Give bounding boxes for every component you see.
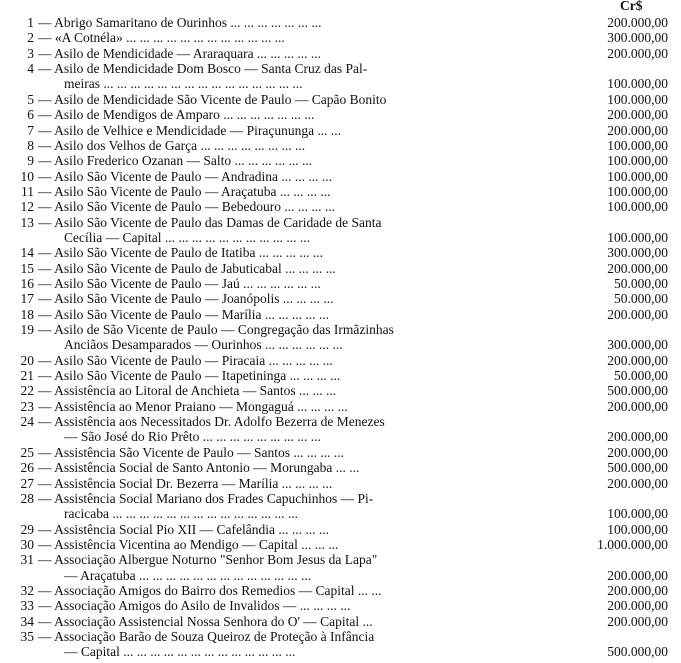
entry-row <box>0 245 681 260</box>
entry-amount: 200.000,00 <box>607 352 668 368</box>
entry-row <box>0 291 681 306</box>
entry-amount: 500.000,00 <box>607 460 668 476</box>
entry-row <box>0 307 681 322</box>
entry-row <box>0 537 681 552</box>
entry-number: 24 <box>20 414 34 430</box>
entry-amount: 50.000,00 <box>614 275 668 291</box>
entry-text: — Asilo de Mendigos de Amparo ... ... ... ... ... ... ... <box>38 107 315 123</box>
entry-row <box>0 368 681 383</box>
entry-text: — Capital ... ... ... ... ... ... ... ... ... ... ... ... ... <box>64 644 296 660</box>
entry-text: — Asilo São Vicente de Paulo — Andradina ... ... ... ... <box>38 168 333 184</box>
entry-text: — São José do Rio Prêto ... ... ... ... ... ... ... ... ... <box>64 429 321 445</box>
entry-text: — Assistência São Vicente de Paulo — Santos ... ... ... ... <box>38 444 345 460</box>
entry-text: — Asilo São Vicente de Paulo — Araçatuba ... ... ... ... <box>38 183 331 199</box>
entry-row <box>0 552 681 567</box>
entry-number: 17 <box>20 291 34 307</box>
entry-row <box>0 276 681 291</box>
entry-text: — Assistência Social Pio XII — Cafelândia ... ... ... ... <box>38 521 329 537</box>
entry-text: — Associação Albergue Noturno "Senhor Bom Jesus da Lapa" <box>38 552 378 568</box>
entry-row <box>0 30 681 45</box>
entry-number: 12 <box>20 199 34 215</box>
entry-text: — Asilo de Mendicidade — Araraquara ... ... ... ... ... <box>38 45 322 61</box>
entry-number: 5 <box>27 91 34 107</box>
entry-text: — Assistência ao Menor Praiano — Mongaguá ... ... ... ... <box>38 398 348 414</box>
entry-row <box>0 199 681 214</box>
entry-amount: 200.000,00 <box>607 567 668 583</box>
entry-row <box>0 61 681 76</box>
entry-row <box>0 629 681 644</box>
entry-number: 26 <box>20 460 34 476</box>
entry-amount: 200.000,00 <box>607 398 668 414</box>
entry-text: — Assistência Social de Santo Antonio — Morungaba ... ... <box>38 460 360 476</box>
entry-amount: 200.000,00 <box>607 444 668 460</box>
entry-number: 3 <box>27 45 34 61</box>
entry-row <box>0 215 681 230</box>
entry-amount: 200.000,00 <box>607 107 668 123</box>
entry-amount: 200.000,00 <box>607 260 668 276</box>
entry-text: — Associação Amigos do Asilo de Invalidos — ... ... ... ... <box>38 598 351 614</box>
entry-text: Anciãos Desamparados — Ourinhos ... ... ... ... ... ... <box>64 337 343 353</box>
entry-row <box>0 414 681 429</box>
entry-row <box>0 491 681 506</box>
entry-row-continuation <box>0 337 681 352</box>
entry-amount: 100.000,00 <box>607 506 668 522</box>
entry-amount: 200.000,00 <box>607 45 668 61</box>
entry-number: 8 <box>27 137 34 153</box>
entry-text: — Asilo de Mendicidade Dom Bosco — Santa Cruz das Pal- <box>38 61 368 76</box>
entry-text: — Asilo de São Vicente de Paulo — Congregação das Irmãzinhas <box>38 322 394 337</box>
entry-amount: 50.000,00 <box>614 291 668 307</box>
entry-amount: 200.000,00 <box>607 15 668 30</box>
entry-row <box>0 383 681 398</box>
entry-text: — Associação Assistencial Nossa Senhora do O' — Capital ... <box>38 613 373 629</box>
entry-row-continuation <box>0 644 681 659</box>
entry-number: 1 <box>27 15 34 30</box>
entry-number: 23 <box>20 398 34 414</box>
entry-row <box>0 261 681 276</box>
entry-amount: 100.000,00 <box>607 229 668 245</box>
entry-row-continuation <box>0 568 681 583</box>
entry-text: — Asilo Frederico Ozanan — Salto ... ... ... ... ... ... <box>38 153 313 169</box>
entry-text: — «A Cotnéla» ... ... ... ... ... ... ... ... ... ... ... ... <box>38 30 285 46</box>
entry-text: — Asilo de Mendicidade São Vicente de Paulo — Capão Bonito <box>38 91 387 107</box>
entry-amount: 100.000,00 <box>607 153 668 169</box>
entry-text: — Assistência Social Mariano dos Frades Capuchinhos — Pi- <box>38 490 374 506</box>
entry-row <box>0 583 681 598</box>
entry-number: 14 <box>20 245 34 261</box>
entry-amount: 1.000.000,00 <box>597 536 668 552</box>
entry-amount: 100.000,00 <box>607 91 668 107</box>
entry-text: — Assistência Social Dr. Bezerra — Marília ... ... ... ... <box>38 475 333 491</box>
entry-number: 4 <box>27 61 34 76</box>
entry-text: — Assistência aos Necessitados Dr. Adolfo Bezerra de Menezes <box>38 414 385 430</box>
entry-text: meiras ... ... ... ... ... ... ... ... ... ... ... ... ... ... ... <box>64 76 303 92</box>
entry-amount: 200.000,00 <box>607 598 668 614</box>
entry-amount: 100.000,00 <box>607 168 668 184</box>
entry-text: — Asilo São Vicente de Paulo — Piracaia ... ... ... ... ... <box>38 352 333 368</box>
entry-number: 10 <box>20 168 34 184</box>
entry-amount: 300.000,00 <box>607 245 668 261</box>
entry-number: 27 <box>20 475 34 491</box>
entry-row <box>0 153 681 168</box>
entry-number: 16 <box>20 275 34 291</box>
entry-row-continuation <box>0 429 681 444</box>
entry-text: Cecília — Capital ... ... ... ... ... ... ... ... ... ... ... <box>64 229 310 245</box>
entry-number: 21 <box>20 368 34 384</box>
entry-text: — Asilo São Vicente de Paulo — Joanópolis ... ... ... ... <box>38 291 334 307</box>
entry-text: — Assistência Vicentina ao Mendigo — Capital ... ... ... <box>38 536 339 552</box>
entry-row <box>0 522 681 537</box>
entry-amount: 100.000,00 <box>607 76 668 92</box>
entry-row <box>0 92 681 107</box>
entry-amount: 100.000,00 <box>607 183 668 199</box>
entry-amount: 50.000,00 <box>614 368 668 384</box>
entry-number: 18 <box>20 306 34 322</box>
entry-number: 2 <box>27 30 34 46</box>
entry-row <box>0 46 681 61</box>
entry-text: — Asilo São Vicente de Paulo — Marília ... ... ... ... ... <box>38 306 330 322</box>
entry-amount: 100.000,00 <box>607 137 668 153</box>
entry-number: 28 <box>20 490 34 506</box>
entry-text: — Asilo São Vicente de Paulo — Itapetininga ... ... ... ... <box>38 368 341 384</box>
entry-row <box>0 445 681 460</box>
entry-number: 33 <box>20 598 34 614</box>
entry-text: — Asilo São Vicente de Paulo — Bebedouro ... ... ... ... <box>38 199 336 215</box>
entry-row-continuation <box>0 76 681 91</box>
entry-number: 34 <box>20 613 34 629</box>
entry-number: 25 <box>20 444 34 460</box>
entry-row <box>0 123 681 138</box>
entry-amount: 100.000,00 <box>607 199 668 215</box>
entry-row <box>0 614 681 629</box>
entry-text: — Associação Amigos do Bairro dos Remedios — Capital ... ... <box>38 582 382 598</box>
entry-amount: 200.000,00 <box>607 429 668 445</box>
entry-row <box>0 476 681 491</box>
entry-amount: 300.000,00 <box>607 30 668 46</box>
entry-text: — Araçatuba ... ... ... ... ... ... ... ... ... ... ... ... ... <box>64 567 312 583</box>
entry-text: racicaba ... ... ... ... ... ... ... ... ... ... ... ... ... ... <box>64 506 298 522</box>
entry-text: — Assistência ao Litoral de Anchieta — Santos ... ... ... <box>38 383 337 399</box>
entry-amount: 200.000,00 <box>607 582 668 598</box>
entry-amount: 300.000,00 <box>607 337 668 353</box>
entry-text: — Asilo São Vicente de Paulo de Itatiba ... ... ... ... ... <box>38 245 324 261</box>
entry-number: 30 <box>20 536 34 552</box>
entry-number: 31 <box>20 552 34 568</box>
entry-row-continuation <box>0 506 681 521</box>
entry-amount: 100.000,00 <box>607 521 668 537</box>
entry-row <box>0 184 681 199</box>
entry-number: 15 <box>20 260 34 276</box>
entry-row <box>0 353 681 368</box>
entry-number: 32 <box>20 582 34 598</box>
entry-amount: 200.000,00 <box>607 122 668 138</box>
entry-row <box>0 107 681 122</box>
entry-row <box>0 598 681 613</box>
entry-number: 13 <box>20 214 34 230</box>
entry-number: 29 <box>20 521 34 537</box>
entry-number: 11 <box>21 183 34 199</box>
entry-text: — Abrigo Samaritano de Ourinhos ... ... ... ... ... ... ... <box>38 15 322 30</box>
entry-number: 35 <box>20 629 34 644</box>
entry-row-continuation <box>0 230 681 245</box>
entry-text: — Asilo dos Velhos de Garça ... ... ... ... ... ... ... ... <box>38 137 306 153</box>
entry-number: 7 <box>27 122 34 138</box>
entry-amount: 500.000,00 <box>607 383 668 399</box>
entry-amount: 200.000,00 <box>607 613 668 629</box>
entry-row <box>0 460 681 475</box>
entry-text: — Associação Barão de Souza Queiroz de Proteção à Infância <box>38 629 375 644</box>
entry-number: 6 <box>27 107 34 123</box>
entry-text: — Asilo São Vicente de Paulo das Damas de Caridade de Santa <box>38 214 382 230</box>
entry-row <box>0 169 681 184</box>
entry-amount: 200.000,00 <box>607 306 668 322</box>
entry-number: 20 <box>20 352 34 368</box>
entry-text: — Asilo São Vicente de Paulo — Jaú ... ... ... ... ... ... <box>38 275 321 291</box>
entry-text: — Asilo São Vicente de Paulo de Jabuticabal ... ... ... ... <box>38 260 336 276</box>
entry-row <box>0 15 681 30</box>
entry-row <box>0 138 681 153</box>
entry-row <box>0 322 681 337</box>
entry-amount: 500.000,00 <box>607 644 668 660</box>
entry-text: — Asilo de Velhice e Mendicidade — Piraçununga ... ... <box>38 122 342 138</box>
entry-number: 22 <box>20 383 34 399</box>
entry-number: 19 <box>20 322 34 337</box>
entry-row <box>0 399 681 414</box>
entry-number: 9 <box>27 153 34 169</box>
currency-header: Cr$ <box>620 0 643 13</box>
entry-amount: 200.000,00 <box>607 475 668 491</box>
